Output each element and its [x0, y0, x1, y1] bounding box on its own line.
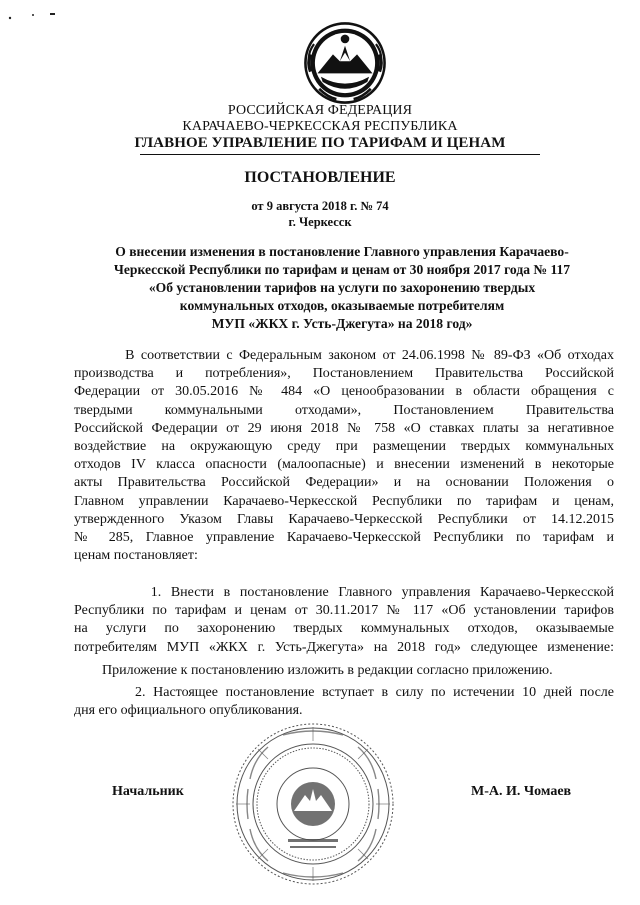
preamble-line: В соответствии с Федеральным законом от 24.06.1998 № 89-ФЗ «Об отходах: [74, 348, 614, 363]
document-subject: [74, 243, 610, 333]
preamble-line: Российской Федерации от 29 июня 2018 № 758 «О ставках платы за негативное: [74, 420, 614, 436]
preamble-line: воздействие на окружающую среду при размещении твердых коммунальных: [74, 438, 614, 454]
header-republic: КАРАЧАЕВО-ЧЕРКЕССКАЯ РЕСПУБЛИКА: [182, 119, 458, 134]
scan-marks: [8, 10, 68, 22]
coat-of-arms-emblem: [302, 20, 388, 106]
preamble-line: утвержденного Указом Главы Карачаево-Черкесской Республики от 14.12.2015: [74, 511, 614, 527]
subject-line: коммунальных отходов, оказываемые потребителям: [179, 298, 505, 313]
preamble-line: твердыми коммунальными отходами», Постановлением Правительства: [74, 402, 614, 418]
header-agency: ГЛАВНОЕ УПРАВЛЕНИЕ ПО ТАРИФАМ И ЦЕНАМ: [134, 135, 506, 151]
preamble-paragraph: [74, 347, 614, 565]
header-country: РОССИЙСКАЯ ФЕДЕРАЦИЯ: [227, 103, 413, 118]
official-seal-stamp: [228, 719, 398, 889]
item-2-paragraph: [74, 684, 614, 720]
item-1-line: Республики по тарифам и ценам от 30.11.2017 № 117 «Об установлении тарифов: [74, 603, 614, 619]
header-divider: [140, 154, 540, 155]
appendix-note-paragraph: [74, 662, 614, 680]
item-1-line: на услуги по захоронению твердых коммунальных отходов, оказываемые: [74, 621, 614, 637]
subject-line: Черкесской Республики по тарифам и ценам от 30 ноября 2017 года № 117: [113, 262, 571, 277]
document-date-number: от 9 августа 2018 г. № 74: [251, 199, 389, 213]
preamble-line: Федерации от 30.05.2016 № 484 «О ценообразовании в области обращения с: [74, 384, 614, 400]
signatory-position: Начальник: [112, 784, 184, 799]
preamble-line: производства и потребления», Постановлением Правительства Российской: [74, 366, 614, 382]
preamble-line: отходов IV класса опасности (малоопасные) и внесении изменений в некоторые: [74, 457, 614, 473]
item-1-line: 1. Внести в постановление Главного управления Карачаево-Черкесской: [74, 585, 614, 600]
preamble-line: ценам постановляет:: [74, 548, 198, 564]
document-city: г. Черкесск: [288, 215, 352, 229]
subject-line: О внесении изменения в постановление Главного управления Карачаево-: [115, 244, 569, 259]
item-1-paragraph: [74, 584, 614, 657]
document-type: ПОСТАНОВЛЕНИЕ: [244, 169, 396, 186]
item-1-line: потребителям МУП «ЖКХ г. Усть-Джегута» на 2018 год» следующее изменение:: [74, 639, 614, 655]
item-2-line: 2. Настоящее постановление вступает в силу по истечении 10 дней после: [74, 685, 614, 700]
subject-line: МУП «ЖКХ г. Усть-Джегута» на 2018 год»: [211, 316, 473, 331]
signatory-name: М-А. И. Чомаев: [471, 784, 572, 799]
item-2-line: дня его официального опубликования.: [74, 703, 303, 719]
appendix-note-line: Приложение к постановлению изложить в редакции согласно приложению.: [74, 663, 553, 678]
subject-line: «Об установлении тарифов на услуги по захоронению твердых: [148, 280, 536, 295]
preamble-line: акты Правительства Российской Федерации» и на основании Положения о: [74, 475, 614, 491]
preamble-line: № 285, Главное управление Карачаево-Черкесской Республики по тарифам и: [74, 529, 614, 545]
preamble-line: Главном управлении Карачаево-Черкесской Республики по тарифам и ценам,: [74, 493, 614, 509]
